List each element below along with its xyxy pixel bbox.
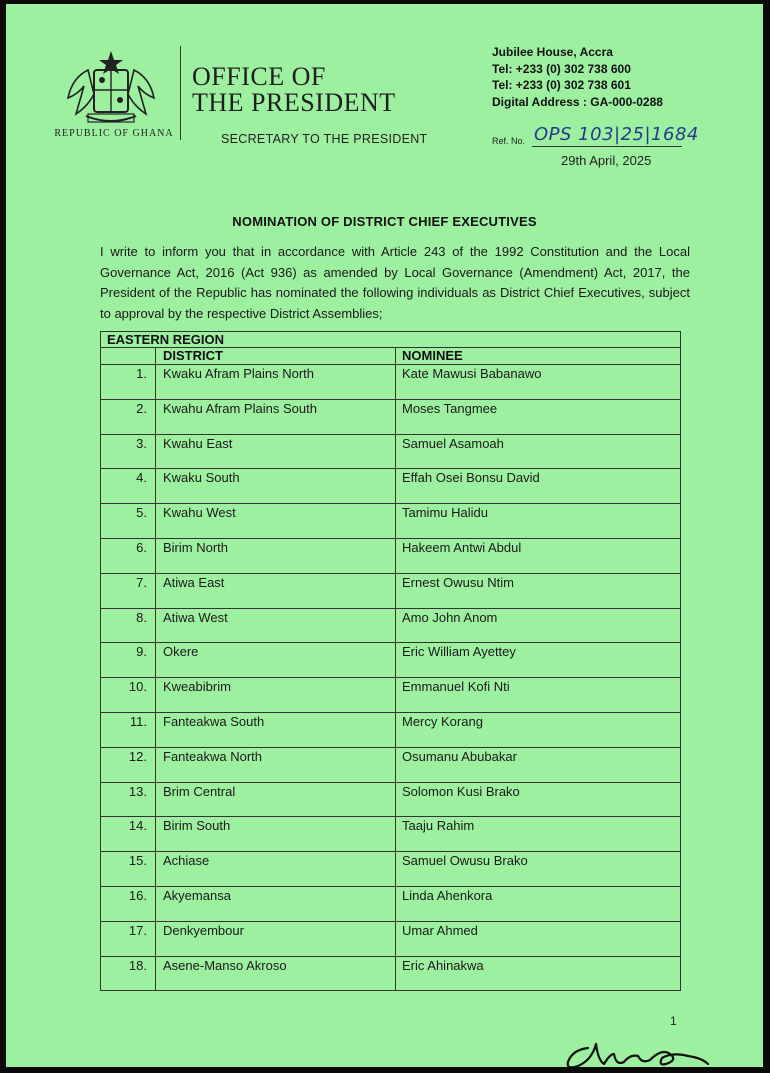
row-number: 12. (101, 747, 156, 782)
row-nominee: Samuel Asamoah (396, 434, 681, 469)
row-district: Achiase (156, 852, 396, 887)
table-row (101, 608, 681, 643)
row-number: 16. (101, 886, 156, 921)
row-nominee: Hakeem Antwi Abdul (396, 538, 681, 573)
table-row (101, 538, 681, 573)
row-nominee: Linda Ahenkora (396, 886, 681, 921)
table-row (101, 886, 681, 921)
row-nominee: Samuel Owusu Brako (396, 852, 681, 887)
row-district: Kwaku South (156, 469, 396, 504)
row-district: Okere (156, 643, 396, 678)
office-title-line2: THE PRESIDENT (192, 88, 396, 117)
row-nominee: Emmanuel Kofi Nti (396, 678, 681, 713)
tel-line-1: Tel: +233 (0) 302 738 600 (492, 61, 631, 76)
table-header-row (101, 348, 681, 365)
row-nominee: Moses Tangmee (396, 399, 681, 434)
row-number: 10. (101, 678, 156, 713)
row-number: 1. (101, 365, 156, 400)
nominees-table (100, 331, 681, 991)
row-district: Atiwa West (156, 608, 396, 643)
table-row (101, 434, 681, 469)
row-district: Kwaku Afram Plains North (156, 365, 396, 400)
row-number: 3. (101, 434, 156, 469)
table-row (101, 921, 681, 956)
row-number: 4. (101, 469, 156, 504)
table-row (101, 782, 681, 817)
row-district: Atiwa East (156, 573, 396, 608)
table-row (101, 678, 681, 713)
ref-underline (532, 146, 682, 147)
row-district: Birim North (156, 538, 396, 573)
row-nominee: Solomon Kusi Brako (396, 782, 681, 817)
row-nominee: Eric Ahinakwa (396, 956, 681, 991)
row-nominee: Kate Mawusi Babanawo (396, 365, 681, 400)
table-row (101, 504, 681, 539)
row-nominee: Mercy Korang (396, 712, 681, 747)
row-nominee: Osumanu Abubakar (396, 747, 681, 782)
row-nominee: Effah Osei Bonsu David (396, 469, 681, 504)
office-subtitle: SECRETARY TO THE PRESIDENT (221, 132, 428, 146)
ref-label: Ref. No. (492, 136, 526, 146)
row-nominee: Tamimu Halidu (396, 504, 681, 539)
ghana-coat-of-arms-icon (58, 48, 164, 128)
table-row (101, 573, 681, 608)
row-district: Brim Central (156, 782, 396, 817)
row-district: Birim South (156, 817, 396, 852)
office-title-line1: OFFICE OF (192, 62, 326, 91)
row-nominee: Ernest Owusu Ntim (396, 573, 681, 608)
header-number (101, 348, 156, 365)
row-number: 7. (101, 573, 156, 608)
region-label: EASTERN REGION (101, 332, 681, 348)
row-number: 2. (101, 399, 156, 434)
letter-page (6, 4, 763, 1067)
row-district: Fanteakwa North (156, 747, 396, 782)
row-number: 15. (101, 852, 156, 887)
row-number: 18. (101, 956, 156, 991)
row-number: 6. (101, 538, 156, 573)
ref-number: OPS 103|25|1684 (534, 124, 699, 145)
crest-caption: REPUBLIC OF GHANA (54, 128, 174, 139)
table-row (101, 643, 681, 678)
table-row (101, 469, 681, 504)
row-district: Kwahu West (156, 504, 396, 539)
letter-date: 29th April, 2025 (561, 153, 652, 168)
table-row (101, 365, 681, 400)
intro-paragraph: I write to inform you that in accordance with Article 243 of the 1992 Constitution and the Local Governance Act, 2016 (Act 936) as amended by Local Governance (Amendment) Act, 2017, the President of the Republic has nominated the following individuals as District Chief Executives, subject to approval by the respective District Assemblies; (100, 244, 690, 321)
tel-line-2: Tel: +233 (0) 302 738 601 (492, 78, 631, 92)
table-row (101, 852, 681, 887)
signature-icon (558, 1024, 718, 1067)
row-district: Asene-Manso Akroso (156, 956, 396, 991)
document-heading: NOMINATION OF DISTRICT CHIEF EXECUTIVES (232, 214, 537, 229)
table-row (101, 712, 681, 747)
row-number: 11. (101, 712, 156, 747)
letterhead-divider (180, 46, 181, 140)
table-row (101, 817, 681, 852)
address-line: Jubilee House, Accra (492, 45, 613, 59)
table-row (101, 956, 681, 991)
row-number: 17. (101, 921, 156, 956)
row-number: 13. (101, 782, 156, 817)
row-nominee: Eric William Ayettey (396, 643, 681, 678)
row-number: 5. (101, 504, 156, 539)
region-row (101, 332, 681, 348)
row-district: Akyemansa (156, 886, 396, 921)
contact-block (492, 44, 663, 110)
row-district: Kwahu Afram Plains South (156, 399, 396, 434)
row-district: Kweabibrim (156, 678, 396, 713)
header-nominee: NOMINEE (396, 348, 681, 365)
page-number: 1 (670, 1014, 677, 1028)
row-nominee: Taaju Rahim (396, 817, 681, 852)
digital-address-line: Digital Address : GA-000-0288 (492, 94, 663, 109)
row-number: 14. (101, 817, 156, 852)
table-row (101, 399, 681, 434)
row-district: Fanteakwa South (156, 712, 396, 747)
header-district: DISTRICT (156, 348, 396, 365)
row-district: Kwahu East (156, 434, 396, 469)
office-title (192, 64, 432, 116)
row-number: 9. (101, 643, 156, 678)
row-district: Denkyembour (156, 921, 396, 956)
table-row (101, 747, 681, 782)
row-nominee: Umar Ahmed (396, 921, 681, 956)
row-number: 8. (101, 608, 156, 643)
row-nominee: Amo John Anom (396, 608, 681, 643)
